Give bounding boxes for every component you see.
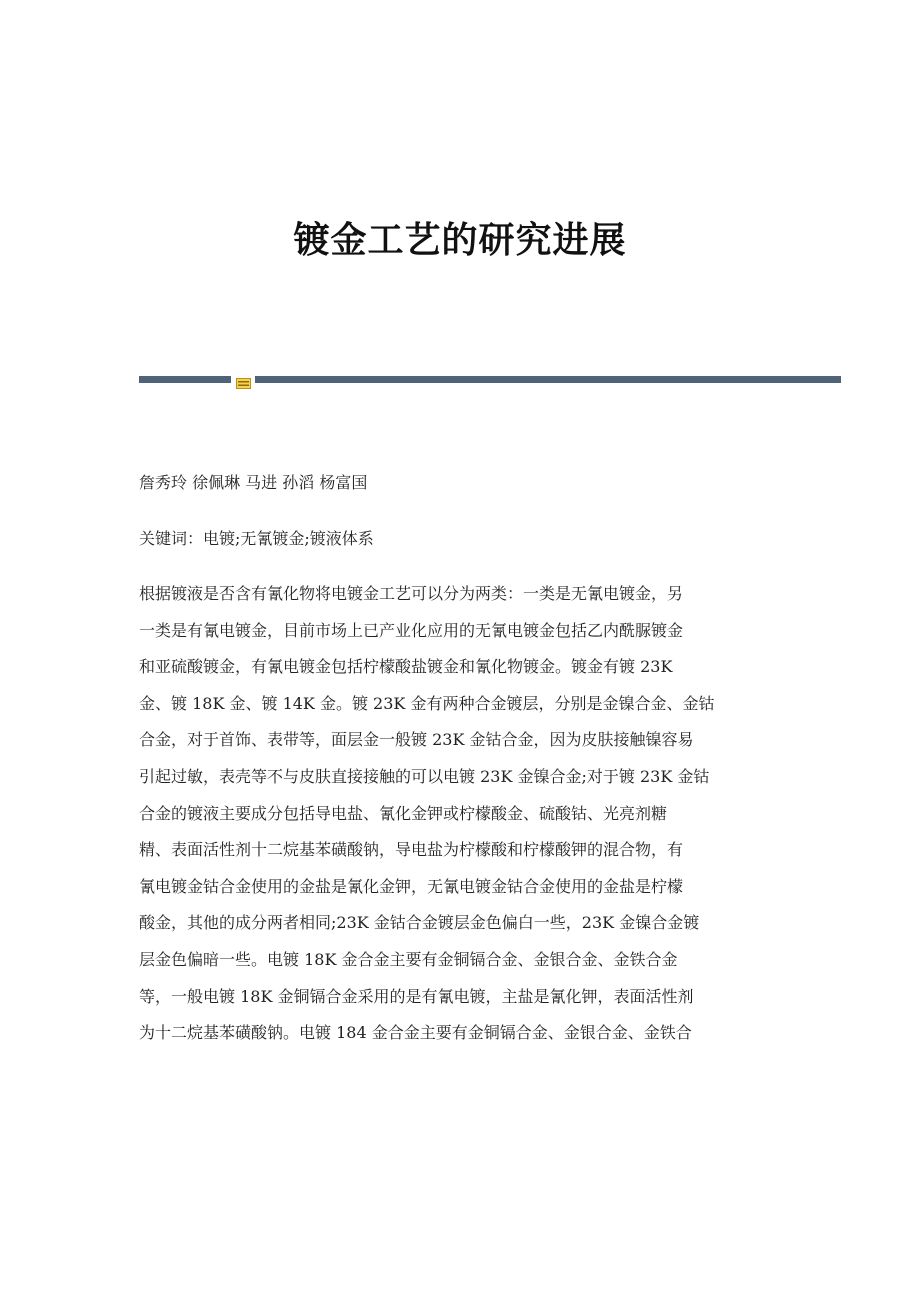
divider-right-bar: [255, 376, 841, 383]
body-line: 为十二烷基苯磺酸钠。电镀 184 金合金主要有金铜镉合金、金银合金、金铁合: [139, 1023, 692, 1043]
body-line: 层金色偏暗一些。电镀 18K 金合金主要有金铜镉合金、金银合金、金铁合金: [139, 949, 678, 969]
divider-left-bar: [139, 376, 231, 383]
body-line: 引起过敏，表壳等不与皮肤直接接触的可以电镀 23K 金镍合金;对于镀 23K 金钴: [139, 766, 710, 786]
body-line: 等，一般电镀 18K 金铜镉合金采用的是有氰电镀，主盐是氰化钾，表面活性剂: [139, 986, 694, 1006]
body-line: 酸金，其他的成分两者相同;23K 金钴合金镀层金色偏白一些，23K 金镍合金镀: [139, 913, 700, 933]
body-line: 根据镀液是否含有氰化物将电镀金工艺可以分为两类：一类是无氰电镀金，另: [139, 584, 684, 603]
body-line: 精、表面活性剂十二烷基苯磺酸钠，导电盐为柠檬酸和柠檬酸钾的混合物，有: [139, 840, 684, 860]
pencil-ornament-icon: [236, 374, 251, 385]
document-title: 镀金工艺的研究进展: [293, 220, 627, 261]
body-line: 合金的镀液主要成分包括导电盐、氰化金钾或柠檬酸金、硫酸钴、光亮剂糖: [139, 803, 668, 823]
body-line: 和亚硫酸镀金，有氰电镀金包括柠檬酸盐镀金和氰化物镀金。镀金有镀 23K: [139, 657, 673, 677]
body-paragraph: [139, 580, 779, 1056]
keywords-line: 关键词：电镀;无氰镀金;镀液体系: [139, 529, 374, 548]
body-line: 一类是有氰电镀金，目前市场上已产业化应用的无氰电镀金包括乙内酰脲镀金: [139, 620, 684, 640]
author-list: 詹秀玲 徐佩琳 马进 孙滔 杨富国: [139, 473, 368, 492]
title-divider: [139, 374, 841, 386]
body-line: 金、镀 18K 金、镀 14K 金。镀 23K 金有两种合金镀层，分别是金镍合金、金钴: [139, 693, 715, 713]
body-line: 氰电镀金钴合金使用的金盐是氰化金钾，无氰电镀金钴合金使用的金盐是柠檬: [139, 876, 684, 896]
body-line: 合金，对于首饰、表带等，面层金一般镀 23K 金钴合金，因为皮肤接触镍容易: [139, 730, 694, 750]
